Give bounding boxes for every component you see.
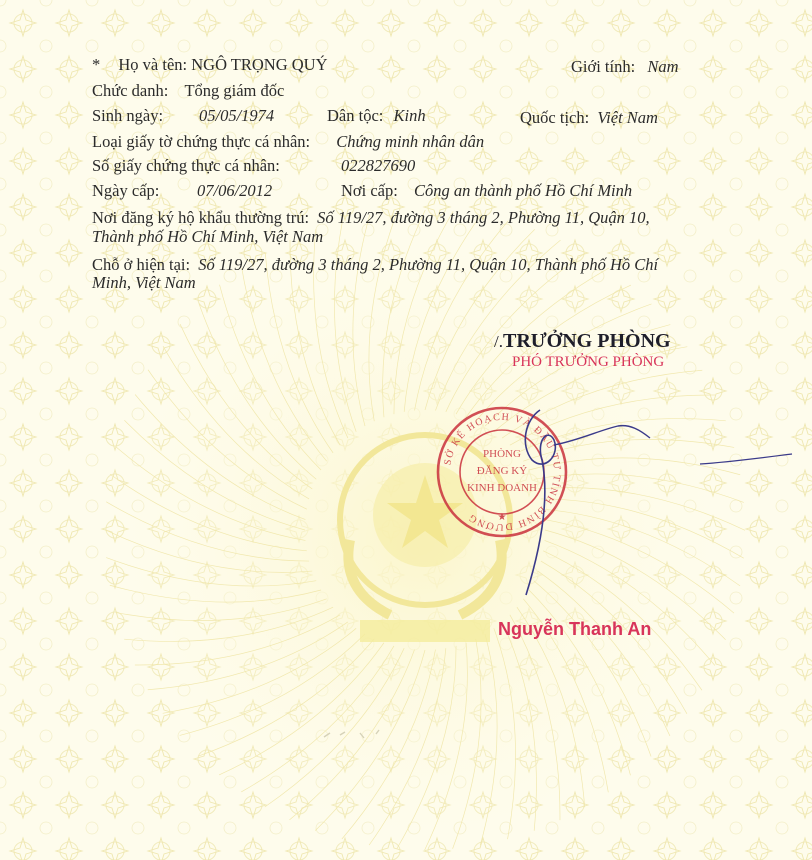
current-address-label: Chỗ ở hiện tại: — [92, 255, 191, 274]
current-address-line1: Số 119/27, đường 3 tháng 2, Phường 11, Quận 10, Thành phố Hồ Chí — [198, 255, 659, 274]
svg-text:★: ★ — [497, 512, 507, 523]
title-label: Chức danh: — [92, 81, 169, 100]
id-number-value: 022827690 — [341, 156, 416, 175]
residence-value-line1: Số 119/27, đường 3 tháng 2, Phường 11, Quận 10, — [317, 208, 650, 227]
current-address-row-2 — [92, 273, 196, 293]
issue-date-label-cell — [92, 181, 159, 201]
bullet: * — [92, 55, 101, 74]
name-value: NGÔ TRỌNG QUÝ — [191, 55, 328, 74]
id-number-label-cell — [92, 156, 280, 176]
ethnicity-row — [327, 106, 426, 126]
gender-label: Giới tính: — [571, 57, 636, 76]
stamp-center-line1: PHÒNG — [483, 448, 521, 460]
signatory-title-prefix: /. — [494, 332, 503, 351]
stamp-ring-text: SỞ KẾ HOẠCH VÀ ĐẦU TƯ TỈNH BÌNH DƯƠNG — [442, 411, 563, 533]
gender-value: Nam — [647, 57, 679, 76]
dob-value: 05/05/1974 — [199, 106, 275, 125]
id-number-label: Số giấy chứng thực cá nhân: — [92, 156, 280, 175]
id-type-row — [92, 132, 484, 152]
issue-place-label: Nơi cấp: — [341, 181, 398, 200]
id-number-value-cell — [341, 156, 415, 176]
residence-value-line2: Thành phố Hồ Chí Minh, Việt Nam — [92, 227, 324, 246]
issue-date-value: 07/06/2012 — [197, 181, 273, 200]
ethnicity-label: Dân tộc: — [327, 106, 384, 125]
nationality-label: Quốc tịch: — [520, 108, 590, 127]
name-label: Họ và tên: — [118, 55, 188, 74]
issue-date-value-cell — [197, 181, 272, 201]
signatory-title — [494, 330, 671, 353]
name-row — [92, 55, 328, 75]
issue-date-label: Ngày cấp: — [92, 181, 160, 200]
current-address-line2: Minh, Việt Nam — [92, 273, 196, 292]
dob-label-cell — [92, 106, 163, 126]
handwritten-signature — [470, 400, 800, 610]
signer-name: Nguyễn Thanh An — [498, 619, 652, 639]
id-type-label: Loại giấy tờ chứng thực cá nhân: — [92, 132, 311, 151]
id-type-value: Chứng minh nhân dân — [336, 132, 485, 151]
signatory-subtitle: PHÓ TRƯỞNG PHÒNG — [512, 354, 665, 370]
dob-label: Sinh ngày: — [92, 106, 164, 125]
gender-row — [571, 57, 678, 77]
stamp-center-line3: KINH DOANH — [467, 482, 537, 494]
nationality-value: Việt Nam — [597, 108, 658, 127]
residence-row — [92, 208, 650, 228]
nationality-row — [520, 108, 658, 128]
stamp-center-line2: ĐĂNG KÝ — [476, 465, 528, 477]
issue-place-row — [341, 181, 632, 201]
dob-value-cell — [199, 106, 274, 126]
residence-row-2 — [92, 227, 323, 247]
signatory-title-text: TRƯỞNG PHÒNG — [502, 330, 671, 352]
title-value: Tổng giám đốc — [184, 81, 285, 100]
residence-label: Nơi đăng ký hộ khẩu thường trú: — [92, 208, 310, 227]
ethnicity-value: Kinh — [393, 106, 426, 125]
title-row — [92, 81, 284, 101]
issue-place-value: Công an thành phố Hồ Chí Minh — [413, 181, 633, 200]
current-address-row — [92, 255, 658, 275]
scan-smudge — [320, 725, 400, 745]
